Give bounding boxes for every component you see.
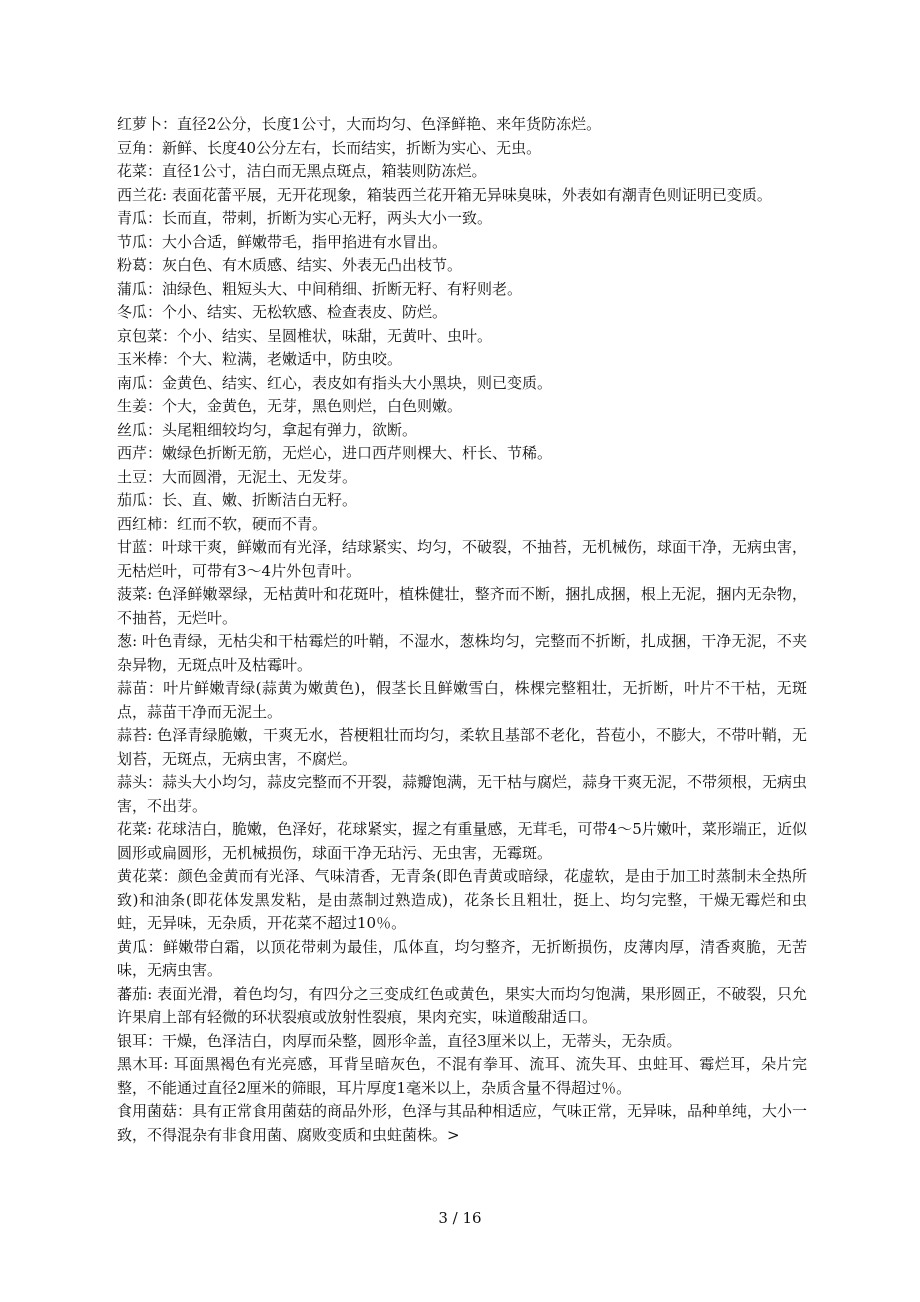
text-paragraph: 蕃茄: 表面光滑，着色均匀，有四分之三变成红色或黄色，果实大而均匀饱满，果形圆正，不破裂，只允许果肩上部有轻微的环状裂痕或放射性裂痕，果肉充实，味道酸甜适口。 <box>117 984 807 1026</box>
text-paragraph: 蒜头：蒜头大小均匀，蒜皮完整而不开裂，蒜瓣饱满，无干枯与腐烂，蒜身干爽无泥，不带须根，无病虫害，不出芽。 <box>117 773 808 815</box>
document-body <box>117 113 807 1147</box>
text-paragraph: 食用菌菇：具有正常食用菌菇的商品外形，色泽与其品种相适应，气味正常，无异味，品种单纯，大小一致，不得混杂有非食用菌、腐败变质和虫蛀菌株。> <box>117 1102 808 1144</box>
text-line: 冬瓜：个小、结实、无松软感、检查表皮、防烂。 <box>117 303 448 321</box>
text-line: 花菜：直径1公寸，洁白而无黑点斑点，箱装则防冻烂。 <box>117 162 487 180</box>
text-paragraph: 甘蓝：叶球干爽，鲜嫩而有光泽，结球紧实、均匀，不破裂，不抽苔，无机械伤，球面干净，无病虫害，无枯烂叶，可带有3～4片外包青叶。 <box>117 538 808 580</box>
text-line: 豆角：新鲜、长度40公分左右，长而结实，折断为实心、无虫。 <box>117 138 542 157</box>
text-paragraph: 蒜苗：叶片鲜嫩青绿(蒜黄为嫩黄色)，假茎长且鲜嫩雪白，株棵完整粗壮，无折断，叶片不干枯，无斑点，蒜苗干净而无泥土。 <box>117 679 807 721</box>
text-line: 生姜：个大，金黄色，无芽，黑色则烂，白色则嫩。 <box>117 397 463 415</box>
text-line: 蒲瓜：油绿色、粗短头大、中间稍细、折断无籽、有籽则老。 <box>117 279 523 298</box>
text-line: 玉米棒：个大、粒满，老嫩适中，防虫咬。 <box>117 350 403 368</box>
text-line: 节瓜：大小合适，鲜嫩带毛，指甲掐进有水冒出。 <box>117 232 448 251</box>
text-paragraph: 花菜: 花球洁白，脆嫩，色泽好，花球紧实，握之有重量感，无茸毛，可带4～5片嫩叶，菜形端正，近似圆形或扁圆形，无机械损伤，球面干净无玷污、无虫害，无霉斑。 <box>117 820 807 862</box>
text-line: 丝瓜：头尾粗细较均匀，拿起有弹力，欲断。 <box>117 420 418 439</box>
text-line: 红萝卜：直径2公分，长度1公寸，大而均匀、色泽鲜艳、来年货防冻烂。 <box>117 115 602 133</box>
text-paragraph: 黑木耳: 耳面黑褐色有光亮感，耳背呈暗灰色，不混有拳耳、流耳、流失耳、虫蛀耳、霉烂耳，朵片完整，不能通过直径2厘米的筛眼，耳片厚度1毫米以上，杂质含量不得超过％。 <box>117 1055 807 1097</box>
text-paragraph: 蒜苔: 色泽青绿脆嫩，干爽无水，苔梗粗壮而均匀，柔软且基部不老化，苔苞小，不膨大，不带叶鞘，无划苔，无斑点，无病虫害，不腐烂。 <box>117 726 807 768</box>
page-number: 3 / 16 <box>438 1209 482 1227</box>
text-line: 茄瓜：长、直、嫩、折断洁白无籽。 <box>117 491 358 509</box>
text-paragraph: 菠菜: 色泽鲜嫩翠绿，无枯黄叶和花斑叶，植株健壮，整齐而不断，捆扎成捆，根上无泥，捆内无杂物，不抽苔，无烂叶。 <box>117 585 807 627</box>
text-paragraph: 黄花菜：颜色金黄而有光泽、气味清香，无青条(即色青黄或暗绿，花虚软，是由于加工时蒸制未全热所致)和油条(即花体发黑发粘，是由蒸制过熟造成)，花条长且粗壮，挺上、均匀完整，干燥无霉烂和虫蛀，无异味，无杂质，开花菜不超过10％。 <box>117 867 807 932</box>
text-line: 粉葛：灰白色、有木质感、结实、外表无凸出枝节。 <box>117 256 463 274</box>
text-line: 银耳：干燥，色泽洁白，肉厚而朵整，圆形伞盖，直径3厘米以上，无蒂头，无杂质。 <box>117 1031 682 1050</box>
text-line: 西红柿：红而不软，硬而不青。 <box>117 514 328 533</box>
text-line: 南瓜：金黄色、结实、红心，表皮如有指头大小黑块，则已变质。 <box>117 373 553 392</box>
text-line: 西兰花: 表面花蕾平展，无开花现象，箱装西兰花开箱无异味臭味，外表如有潮青色则证明已变质。 <box>117 185 772 204</box>
text-line: 青瓜：长而直，带刺，折断为实心无籽，两头大小一致。 <box>117 209 493 227</box>
text-paragraph: 葱: 叶色青绿，无枯尖和干枯霉烂的叶鞘，不湿水，葱株均匀，完整而不折断，扎成捆，干净无泥，不夹杂异物，无斑点叶及枯霉叶。 <box>117 632 807 674</box>
text-line: 西芹：嫩绿色折断无筋，无烂心，进口西芹则棵大、杆长、节稀。 <box>117 444 553 462</box>
text-paragraph: 黄瓜：鲜嫩带白霜，以顶花带刺为最佳，瓜体直，均匀整齐，无折断损伤，皮薄肉厚，清香爽脆，无苦味，无病虫害。 <box>117 937 807 979</box>
text-line: 土豆：大而圆滑，无泥土、无发芽。 <box>117 467 358 486</box>
text-line: 京包菜：个小、结实、呈圆椎状，味甜，无黄叶、虫叶。 <box>117 326 493 345</box>
